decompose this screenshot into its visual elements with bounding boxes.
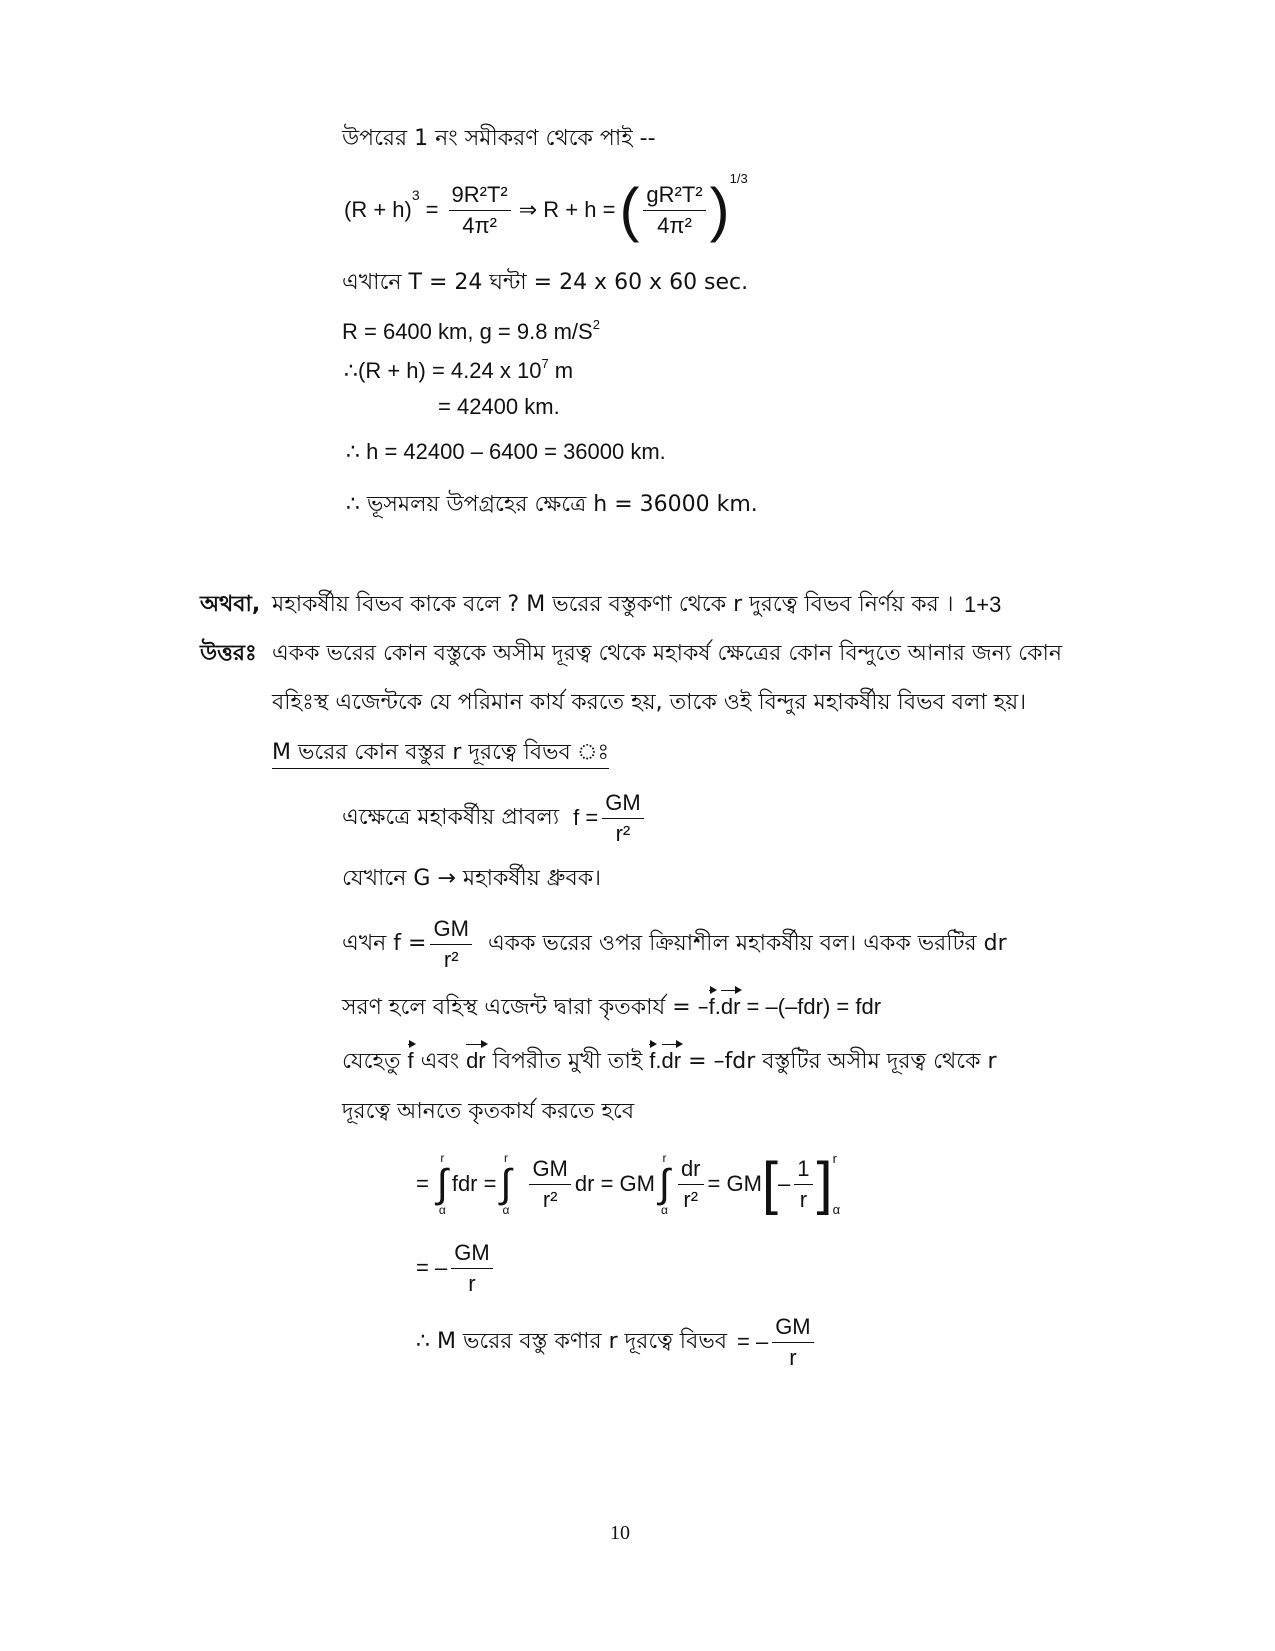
outer-exp: 1/3 <box>729 171 748 186</box>
integral-eq2: = GM <box>707 1171 762 1196</box>
integral-3 <box>659 1152 670 1216</box>
vector-dr-2: dr <box>466 1048 486 1073</box>
eq-implies: ⇒ R + h = <box>518 197 616 222</box>
since-dot: . <box>655 1048 662 1073</box>
line-work-done <box>342 996 881 1019</box>
force-post: একক ভরের ওপর ক্রিয়াশীল মহাকর্ষীয় বল। একক ভরটির dr <box>487 931 1007 956</box>
integral-dr-num: dr <box>678 1158 704 1185</box>
final-fraction <box>772 1313 813 1370</box>
integral-dr-den: r² <box>683 1186 699 1212</box>
final-text: ∴ M ভরের বস্তু কণার r দূরত্বে বিভব <box>416 1329 727 1354</box>
intensity-den: r² <box>615 820 631 846</box>
right-bracket: ] <box>816 1151 833 1216</box>
integral-2-lower: α <box>502 1203 510 1217</box>
intensity-text: এক্ষেত্রে মহাকর্ষীয় প্রাবল্য <box>342 805 560 830</box>
integral-1-upper: r <box>440 1151 445 1165</box>
integral-fdr: fdr = <box>451 1171 497 1196</box>
line-geo-conclusion: ∴ ভূসমলয় উপগ্রহের ক্ষেত্রে h = 36000 km. <box>346 492 758 517</box>
question-marks: 1+3 <box>964 592 1002 617</box>
fraction-2-num: gR²T² <box>643 184 705 211</box>
r-plus-h-text: ∴(R + h) = 4.24 x 10 <box>344 358 542 383</box>
answer-para-2: বহিঃস্থ এজেন্টকে যে পরিমান কার্য করতে হয়, তাকে ওই বিন্দুর মহাকর্ষীয় বিভব বলা হয়। <box>272 690 1027 715</box>
fraction-1-num: 9R²T² <box>449 184 511 211</box>
integral-r: r <box>799 1186 808 1212</box>
line-work-needed: দূরত্বে আনতে কৃতকার্য করতে হবে <box>342 1099 635 1124</box>
line-radius-gravity <box>342 318 600 343</box>
bracket-lower: α <box>832 1202 841 1217</box>
page-number: 10 <box>610 1522 630 1544</box>
integral-one: 1 <box>794 1158 812 1185</box>
answer-label: উত্তরঃ <box>200 641 257 666</box>
integral-2 <box>500 1152 511 1216</box>
equation-integral <box>416 1148 840 1220</box>
fraction-2-den: 4π² <box>657 212 692 238</box>
integral-3-upper: r <box>662 1151 667 1165</box>
fraction-1-den: 4π² <box>462 212 497 238</box>
intensity-lhs: f = <box>573 805 599 830</box>
integral-2-sign: ∫ <box>500 1162 512 1206</box>
vector-dr-3: dr <box>661 1048 682 1073</box>
since-b: এবং <box>413 1049 467 1074</box>
intensity-num: GM <box>602 792 643 819</box>
final-eq: = – <box>736 1329 769 1354</box>
right-paren: ) <box>709 176 730 243</box>
integral-gm-num: GM <box>529 1158 570 1185</box>
result-fraction <box>451 1239 492 1296</box>
eq-lhs: (R + h) <box>344 197 412 222</box>
integral-dr: dr = GM <box>574 1171 655 1196</box>
line-gravitational-constant: যেখানে G → মহাকর্ষীয় ধ্রুবক। <box>342 866 601 891</box>
integral-gm-fraction <box>529 1155 570 1212</box>
line-42400: = 42400 km. <box>438 394 560 419</box>
result-num: GM <box>451 1242 492 1269</box>
integral-gm-den: r² <box>542 1186 558 1212</box>
force-pre: এখন f = <box>342 931 427 956</box>
equation-orbit-radius <box>344 170 748 250</box>
line-period: এখানে T = 24 ঘন্টা = 24 x 60 x 60 sec. <box>342 270 749 295</box>
answer-heading-text: M ভরের কোন বস্তুর r দূরত্বে বিভব ঃ <box>272 740 609 769</box>
radius-gravity-sup: 2 <box>592 317 600 332</box>
line-intro: উপরের 1 নং সমীকরণ থেকে পাই -- <box>342 126 656 151</box>
line-intensity <box>342 788 648 848</box>
result-den: r <box>468 1270 476 1296</box>
integral-minus: – <box>778 1171 791 1196</box>
answer-heading <box>272 742 609 764</box>
integral-one-over-r <box>794 1155 812 1212</box>
since-c: বিপরীত মুখী তাই <box>485 1049 650 1074</box>
integral-1 <box>437 1152 448 1216</box>
fraction-1 <box>449 181 511 238</box>
r-plus-h-sup: 7 <box>541 356 549 371</box>
r-plus-h-unit: m <box>548 358 574 383</box>
radius-gravity-text: R = 6400 km, g = 9.8 m/S <box>342 319 593 344</box>
integral-eq: = <box>416 1171 429 1196</box>
line-since <box>342 1050 997 1073</box>
final-num: GM <box>772 1316 813 1343</box>
integral-1-sign: ∫ <box>436 1162 448 1206</box>
vector-f: f <box>708 994 715 1019</box>
line-final <box>416 1312 818 1372</box>
fraction-2 <box>643 181 705 238</box>
integral-dr-fraction <box>678 1155 704 1212</box>
work-post: = –(–fdr) = fdr <box>740 994 882 1019</box>
question-label: অথবা, <box>200 592 261 617</box>
line-h-value: ∴ h = 42400 – 6400 = 36000 km. <box>346 439 666 464</box>
left-paren: ( <box>619 176 640 243</box>
since-a: যেহেতু <box>342 1049 408 1074</box>
force-fraction <box>430 915 471 972</box>
question-text: মহাকর্ষীয় বিভব কাকে বলে ? M ভরের বস্তুকণা থেকে r দুরত্বে বিভব নির্ণয় কর । <box>272 592 954 617</box>
bracket-limits <box>833 1152 841 1216</box>
eq-lhs-exp: 3 <box>411 187 420 203</box>
integral-3-lower: α <box>660 1203 668 1217</box>
equation-result <box>416 1238 497 1298</box>
force-num: GM <box>430 918 471 945</box>
eq-equals: = <box>425 197 439 222</box>
vector-f-2: f <box>407 1048 414 1073</box>
vector-f-3: f <box>649 1048 656 1073</box>
intensity-fraction <box>602 789 643 846</box>
integral-3-sign: ∫ <box>658 1162 670 1206</box>
line-r-plus-h <box>344 357 573 382</box>
integral-2-upper: r <box>503 1151 508 1165</box>
since-d: = –fdr বস্তুটির অসীম দূরত্ব থেকে r <box>681 1049 997 1074</box>
left-bracket: [ <box>761 1151 779 1216</box>
line-force <box>342 914 1007 974</box>
answer-para-1: একক ভরের কোন বস্তুকে অসীম দূরত্ব থেকে মহাকর্ষ ক্ষেত্রের কোন বিন্দুতে আনার জন্য কোন <box>272 641 1062 666</box>
work-dot: . <box>714 994 721 1019</box>
result-eq: = – <box>416 1255 448 1280</box>
vector-dr: dr <box>720 994 741 1019</box>
force-den: r² <box>443 946 459 972</box>
work-pre: সরণ হলে বহিস্থ এজেন্ট দ্বারা কৃতকার্য = – <box>342 995 709 1020</box>
bracket-upper: r <box>832 1151 837 1166</box>
final-den: r <box>789 1344 797 1370</box>
integral-1-lower: α <box>438 1203 446 1217</box>
